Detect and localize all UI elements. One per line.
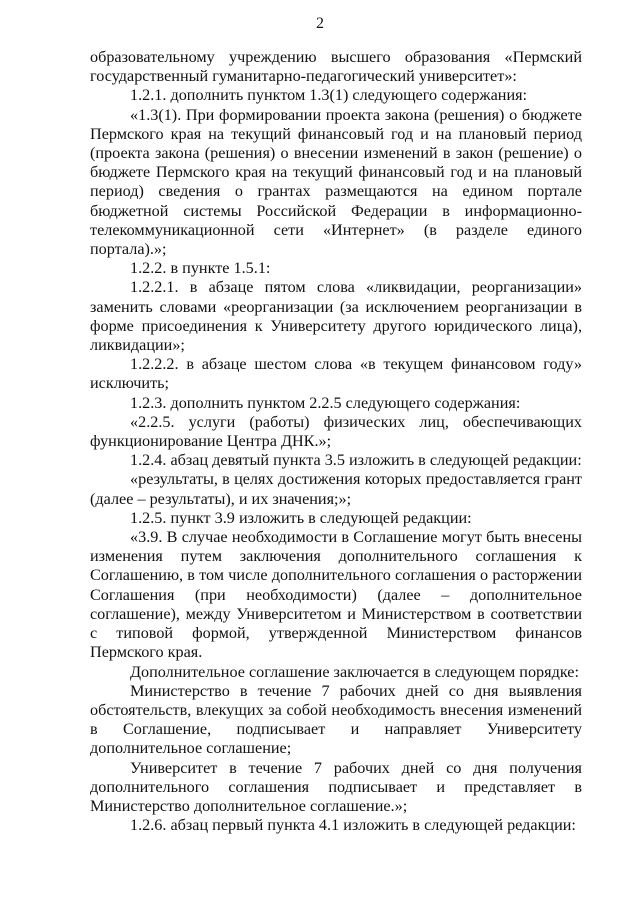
paragraph-1-2-1: 1.2.1. дополнить пунктом 1.3(1) следующего содержания: (130, 86, 528, 105)
paragraph-results-text: «результаты, в целях достижения которых предоставляется грант (далее – результаты), и их значения;»; (90, 470, 582, 508)
paragraph-1-2-6: 1.2.6. абзац первый пункта 4.1 изложить в следующей редакции: (130, 816, 576, 835)
paragraph-ministry-step: Министерство в течение 7 рабочих дней со дня выявления обстоятельств, влекущих за собой необходимость внесения изменений в Соглашение, подписывает и направляет Университету дополнительное соглашение; (90, 681, 582, 758)
paragraph-1-2-3: 1.2.3. дополнить пунктом 2.2.5 следующего содержания: (130, 393, 521, 412)
paragraph-university-step: Университет в течение 7 рабочих дней со дня получения дополнительного соглашения подписывает и представляет в Министерство дополнительное соглашение.»; (90, 758, 582, 815)
page-number: 2 (316, 15, 324, 32)
paragraph-3-9-text: «3.9. В случае необходимости в Соглашение могут быть внесены изменения путем заключения дополнительного соглашения к Соглашению, в том числе дополнительного соглашения о расторжении Соглашения (при необходимости) (далее – дополнительное соглашение), между Университетом и Министерством в соответствии с типовой формой, утвержденной Министерством финансов Пермского края. (90, 528, 582, 662)
paragraph-order-intro: Дополнительное соглашение заключается в следующем порядке: (130, 662, 579, 681)
paragraph-1-2-5: 1.2.5. пункт 3.9 изложить в следующей редакции: (130, 508, 472, 527)
paragraph-1-3-1-text: «1.3(1). При формировании проекта закона (решения) о бюджете Пермского края на текущий финансовый год и на плановый период (проекта закона (решения) о внесении изменений в закон (решение) о бюджете Пермского края на текущий финансовый год и на плановый период) сведения о грантах размещаются на едином портале бюджетной системы Российской Федерации в информационно-телекоммуникационной сети «Интернет» (в разделе единого портала).»; (90, 105, 582, 259)
paragraph-university-name: образовательному учреждению высшего образования «Пермский государственный гуманитарно-педагогический университет»: (90, 48, 582, 86)
paragraph-2-2-5-text: «2.2.5. услуги (работы) физических лиц, обеспечивающих функционирование Центра ДНК.»; (90, 412, 582, 451)
paragraph-1-2-2-2: 1.2.2.2. в абзаце шестом слова «в текущем финансовом году» исключить; (90, 355, 582, 393)
paragraph-1-2-2: 1.2.2. в пункте 1.5.1: (130, 259, 271, 278)
paragraph-1-2-2-1: 1.2.2.1. в абзаце пятом слова «ликвидации, реорганизации» заменить словами «реорганизации (за исключением реорганизации в форме присоединения к Университету другого юридического лица), ликвидации»; (90, 278, 582, 355)
paragraph-1-2-4: 1.2.4. абзац девятый пункта 3.5 изложить в следующей редакции: (130, 451, 582, 470)
document-body (90, 48, 582, 835)
